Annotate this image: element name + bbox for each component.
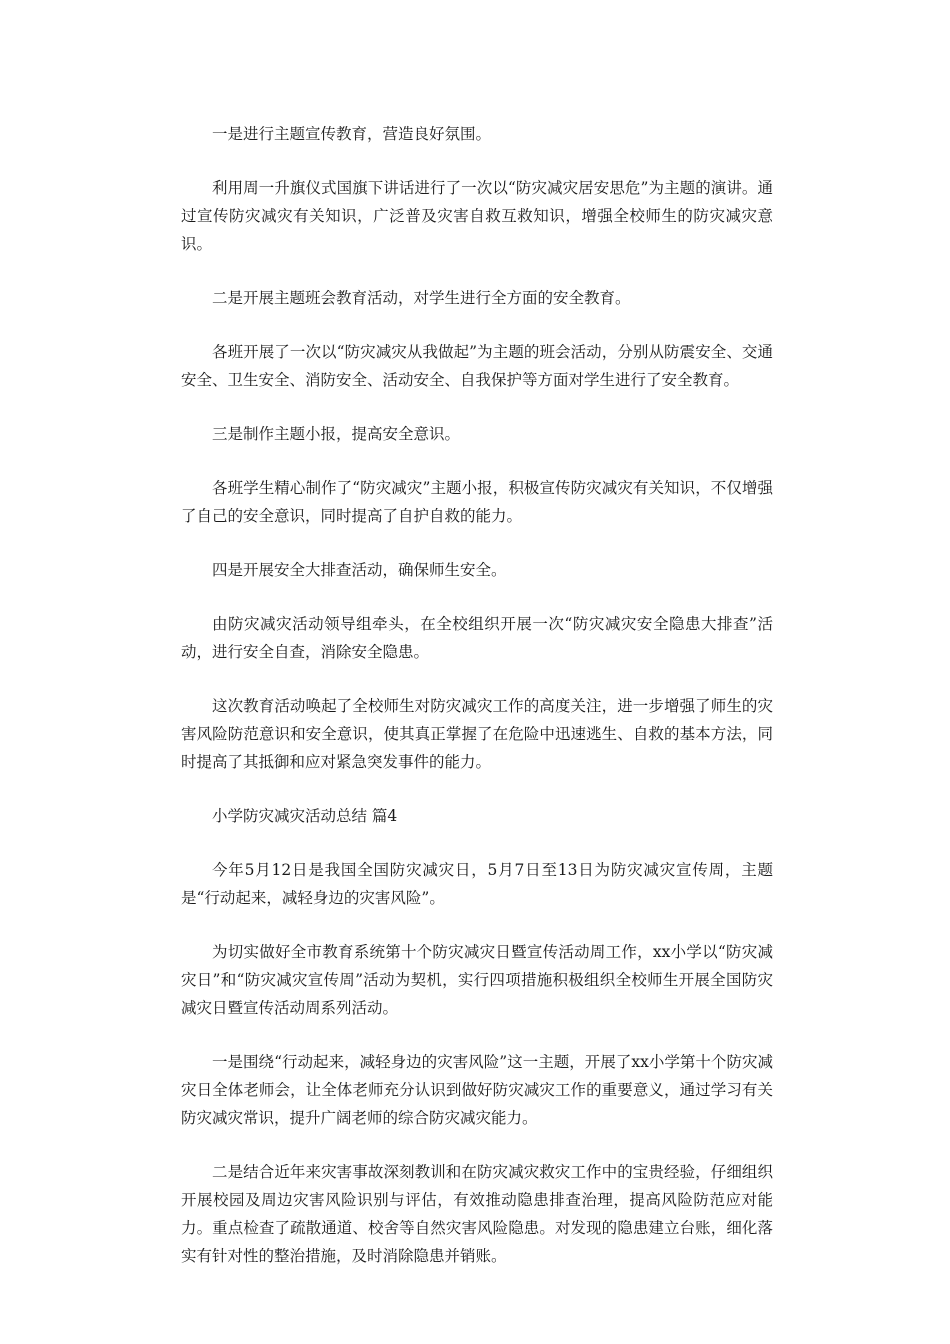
section-heading: 四是开展安全大排查活动，确保师生安全。 (212, 561, 507, 579)
document-body (181, 120, 773, 1296)
body-paragraph: 各班学生精心制作了“防灾减灾”主题小报，积极宣传防灾减灾有关知识，不仅增强了自己的安全意识，同时提高了自护自救的能力。 (181, 479, 773, 525)
section-heading: 一是进行主题宣传教育，营造良好氛围。 (212, 125, 492, 143)
body-paragraph: 今年5月12日是我国全国防灾减灾日，5月7日至13日为防灾减灾宣传周，主题是“行动起来，减轻身边的灾害风险”。 (181, 861, 773, 907)
article-title: 小学防灾减灾活动总结 篇4 (212, 807, 398, 825)
body-paragraph: 由防灾减灾活动领导组牵头，在全校组织开展一次“防灾减灾安全隐患大排查”活动，进行安全自查，消除安全隐患。 (181, 615, 773, 661)
body-paragraph: 利用周一升旗仪式国旗下讲话进行了一次以“防灾减灾居安思危”为主题的演讲。通过宣传防灾减灾有关知识，广泛普及灾害自救互救知识，增强全校师生的防灾减灾意识。 (181, 179, 773, 253)
section-heading: 二是开展主题班会教育活动，对学生进行全方面的安全教育。 (212, 289, 631, 307)
section-heading: 三是制作主题小报，提高安全意识。 (212, 425, 461, 443)
body-paragraph: 这次教育活动唤起了全校师生对防灾减灾工作的高度关注，进一步增强了师生的灾害风险防范意识和安全意识，使其真正掌握了在危险中迅速逃生、自救的基本方法，同时提高了其抵御和应对紧急突发事件的能力。 (181, 697, 773, 771)
body-paragraph: 一是围绕“行动起来，减轻身边的灾害风险”这一主题，开展了xx小学第十个防灾减灾日全体老师会，让全体老师充分认识到做好防灾减灾工作的重要意义，通过学习有关防灾减灾常识，提升广阔老师的综合防灾减灾能力。 (181, 1053, 773, 1127)
body-paragraph: 各班开展了一次以“防灾减灾从我做起”为主题的班会活动，分别从防震安全、交通安全、卫生安全、消防安全、活动安全、自我保护等方面对学生进行了安全教育。 (181, 343, 773, 389)
body-paragraph: 为切实做好全市教育系统第十个防灾减灾日暨宣传活动周工作，xx小学以“防灾减灾日”和“防灾减灾宣传周”活动为契机，实行四项措施积极组织全校师生开展全国防灾减灾日暨宣传活动周系列活动。 (181, 943, 773, 1017)
body-paragraph: 二是结合近年来灾害事故深刻教训和在防灾减灾救灾工作中的宝贵经验，仔细组织开展校园及周边灾害风险识别与评估，有效推动隐患排查治理，提高风险防范应对能力。重点检查了疏散通道、校舍等自然灾害风险隐患。对发现的隐患建立台账，细化落实有针对性的整治措施，及时消除隐患并销账。 (181, 1163, 773, 1265)
